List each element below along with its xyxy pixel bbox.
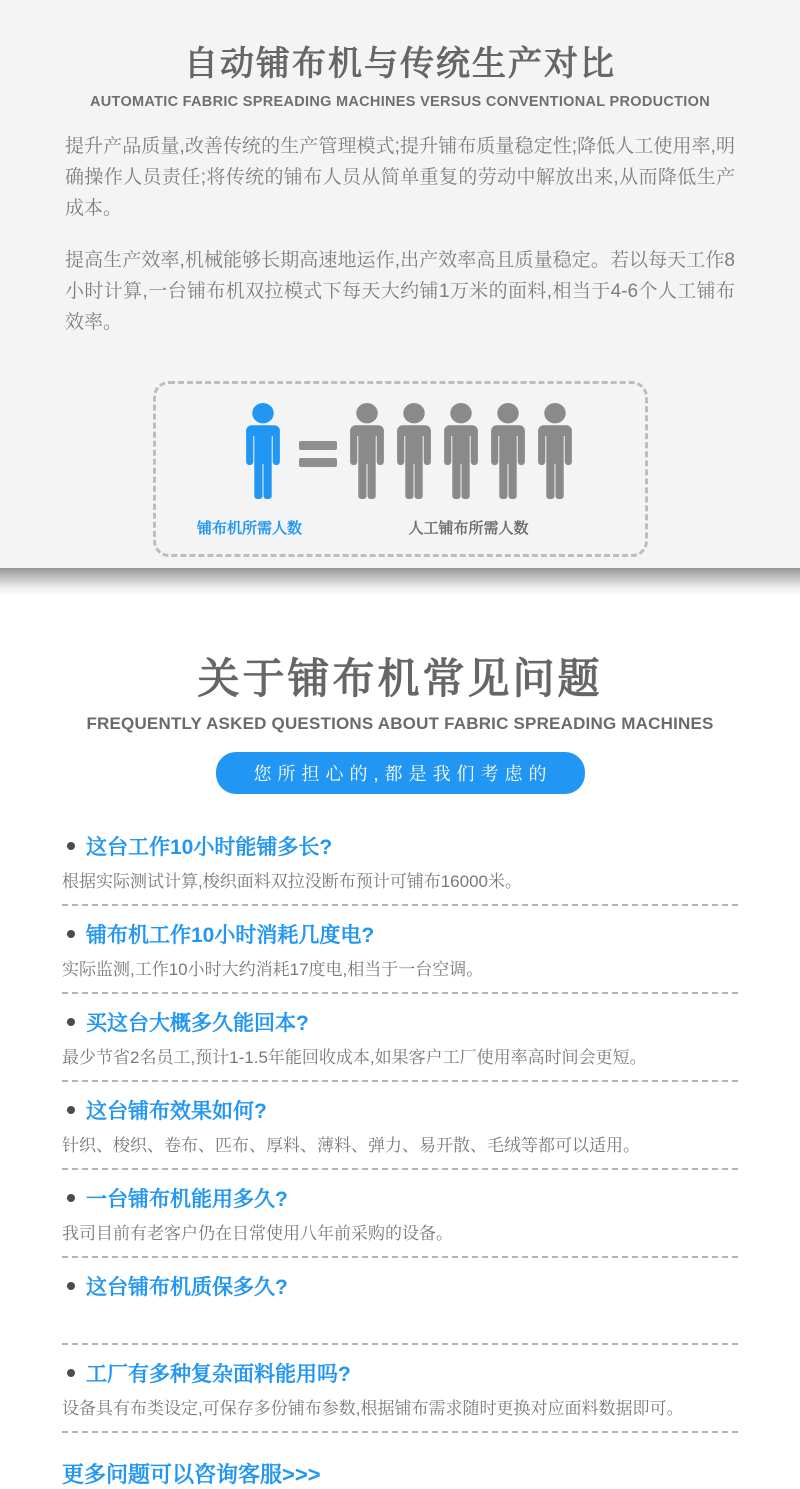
faq-question: 这台铺布效果如何? [86, 1100, 267, 1123]
person-icon [486, 403, 530, 500]
faq-list [62, 818, 738, 1433]
person-icon [392, 403, 436, 500]
faq-question-row [62, 1271, 738, 1301]
faq-section [0, 596, 800, 1489]
people-comparison-diagram [153, 381, 648, 557]
person-icon [241, 403, 285, 500]
bullet-icon [67, 1194, 75, 1202]
machine-person-group [241, 403, 285, 500]
figures-row [156, 384, 645, 500]
faq-item [62, 994, 738, 1082]
faq-banner: 您所担心的,都是我们考虑的 [216, 752, 585, 794]
faq-subtitle-en: FREQUENTLY ASKED QUESTIONS ABOUT FABRIC SPREADING MACHINES [86, 714, 714, 733]
faq-question-row [62, 1358, 738, 1388]
faq-item [62, 818, 738, 906]
bullet-icon [67, 1018, 75, 1026]
faq-item [62, 1258, 738, 1345]
faq-item [62, 1345, 738, 1433]
section-shadow-divider [0, 568, 800, 596]
faq-item [62, 1082, 738, 1170]
faq-answer: 我司目前有老客户仍在日常使用八年前采购的设备。 [62, 1224, 453, 1243]
comparison-subtitle-en: AUTOMATIC FABRIC SPREADING MACHINES VERSUS CONVENTIONAL PRODUCTION [90, 94, 710, 110]
manual-people-label: 人工铺布所需人数 [408, 520, 529, 537]
faq-question-row [62, 919, 738, 949]
comparison-paragraph-2: 提高生产效率,机械能够长期高速地运作,出产效率高且质量稳定。若以每天工作8小时计算,一台铺布机双拉模式下每天大约铺1万米的面料,相当于4-6个人工铺布效率。 [65, 250, 735, 333]
contact-service-link[interactable]: 更多问题可以咨询客服>>> [62, 1462, 321, 1487]
comparison-section [0, 0, 800, 568]
faq-answer: 设备具有布类设定,可保存多份铺布参数,根据铺布需求随时更换对应面料数据即可。 [62, 1399, 684, 1418]
faq-question: 买这台大概多久能回本? [86, 1012, 309, 1035]
faq-question-row [62, 1183, 738, 1213]
faq-question: 铺布机工作10小时消耗几度电? [86, 924, 375, 947]
faq-item [62, 906, 738, 994]
person-icon [345, 403, 389, 500]
equals-icon [299, 441, 337, 467]
manual-person-group [345, 403, 577, 500]
person-icon [439, 403, 483, 500]
comparison-paragraph-1: 提升产品质量,改善传统的生产管理模式;提升铺布质量稳定性;降低人工使用率,明确操作人员责任;将传统的铺布人员从简单重复的劳动中解放出来,从而降低生产成本。 [65, 136, 735, 219]
bullet-icon [67, 1282, 75, 1290]
person-icon [533, 403, 577, 500]
faq-title: 关于铺布机常见问题 [197, 655, 603, 702]
faq-question-row [62, 831, 738, 861]
bullet-icon [67, 930, 75, 938]
faq-question: 工厂有多种复杂面料能用吗? [86, 1363, 351, 1386]
faq-question: 这台铺布机质保多久? [86, 1276, 288, 1299]
faq-answer: 针织、梭织、卷布、匹布、厚料、薄料、弹力、易开散、毛绒等都可以适用。 [62, 1136, 640, 1155]
faq-answer: 最少节省2名员工,预计1-1.5年能回收成本,如果客户工厂使用率高时间会更短。 [62, 1048, 647, 1067]
bullet-icon [67, 842, 75, 850]
faq-answer: 实际监测,工作10小时大约消耗17度电,相当于一台空调。 [62, 960, 484, 979]
bullet-icon [67, 1106, 75, 1114]
faq-answer: 根据实际测试计算,梭织面料双拉没断布预计可铺布16000米。 [62, 872, 522, 891]
faq-question-row [62, 1007, 738, 1037]
faq-item [62, 1170, 738, 1258]
faq-question-row [62, 1095, 738, 1125]
machine-people-label: 铺布机所需人数 [196, 520, 303, 537]
faq-question: 一台铺布机能用多久? [86, 1188, 288, 1211]
faq-question: 这台工作10小时能铺多长? [86, 836, 333, 859]
bullet-icon [67, 1369, 75, 1377]
comparison-title: 自动铺布机与传统生产对比 [184, 45, 616, 83]
